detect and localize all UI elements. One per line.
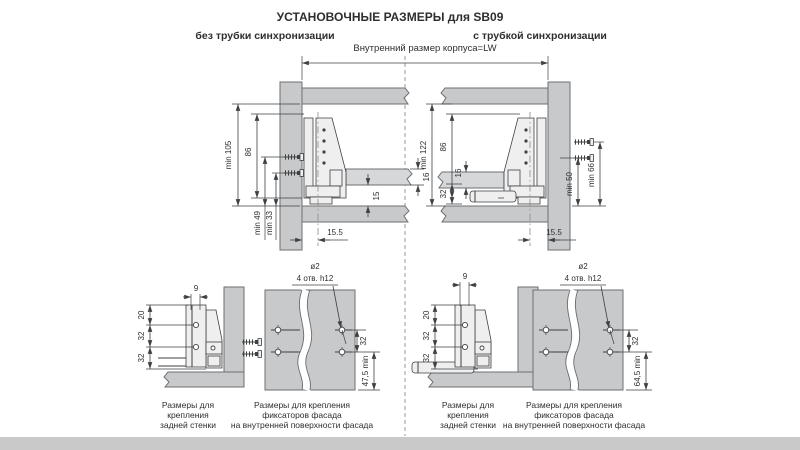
- drawer-slide-profile: [304, 118, 346, 204]
- lw-dimension: [302, 56, 548, 80]
- tr-front-offset-label: 15.5: [546, 228, 562, 237]
- rr-offset-top-label: 9: [462, 272, 468, 281]
- rear-right-caption: Размеры для крепления задней стенки: [439, 400, 497, 430]
- bottom-gray-bar: [0, 437, 800, 450]
- fl-hole-diameter-label: ø2: [310, 262, 320, 271]
- tr-bottom-thickness-label: 16: [454, 168, 463, 178]
- drawer-bottom-panel: [346, 169, 412, 185]
- mounting-hole: [462, 344, 467, 349]
- tl-front-offset-label: 15.5: [327, 228, 343, 237]
- tl-rail-height-label: 86: [244, 147, 253, 157]
- fixator-hole: [607, 349, 613, 355]
- tl-min-height-label: min 105: [224, 140, 233, 170]
- left-column-subtitle: без трубки синхронизации: [195, 30, 335, 42]
- rr-d-mid-label: 32: [422, 331, 431, 341]
- fr-bottom-distance-label: 64,5 min: [633, 355, 642, 387]
- facade-right-caption: Размеры для крепления фиксаторов фасада на внутренней поверхности фасада: [502, 400, 646, 430]
- cabinet-side-panel: [280, 82, 302, 250]
- tr-rail-height-label: 86: [439, 142, 448, 152]
- tr-min-height-label: min 122: [419, 140, 428, 170]
- tr-screw-lower-label: min 50: [565, 171, 574, 197]
- page-title: УСТАНОВОЧНЫЕ РАЗМЕРЫ для SB09: [276, 10, 504, 24]
- fixator-hole: [543, 349, 549, 355]
- mounting-hole: [193, 322, 198, 327]
- fixator-hole: [275, 349, 281, 355]
- top-right-drawing: [426, 82, 606, 250]
- fl-hole-note-label: 4 отв. h12: [296, 274, 334, 283]
- rl-d-top-label: 20: [137, 310, 146, 320]
- rl-d-bot-label: 32: [137, 353, 146, 363]
- mounting-screw: [574, 139, 594, 146]
- drawer-bottom-edge: [158, 358, 188, 366]
- cabinet-bottom-panel: [441, 206, 548, 222]
- rl-offset-top-label: 9: [193, 284, 199, 293]
- fl-hole-spacing-label: 32: [359, 336, 368, 346]
- facade-left-caption: Размеры для крепления фиксаторов фасада на внутренней поверхности фасада: [230, 400, 374, 430]
- mounting-screw: [242, 339, 262, 346]
- fr-hole-diameter-label: ø2: [578, 262, 588, 271]
- mounting-hole: [193, 344, 198, 349]
- fixator-hole: [275, 327, 281, 333]
- rl-d-mid-label: 32: [137, 331, 146, 341]
- rear-panel: [455, 305, 475, 367]
- rear-left-drawing: [146, 284, 262, 387]
- tl-bottom-thickness-label: 16: [422, 172, 431, 182]
- cabinet-bottom-panel: [428, 372, 538, 387]
- fixator-hole: [339, 349, 345, 355]
- fr-hole-note-label: 4 отв. h12: [564, 274, 602, 283]
- rr-d-top-label: 20: [422, 310, 431, 320]
- rear-left-caption: Размеры для крепления задней стенки: [159, 400, 217, 430]
- fixator-hole: [543, 327, 549, 333]
- cabinet-side-panel: [548, 82, 570, 250]
- tl-bottom-gap-label: 15: [372, 191, 381, 201]
- mounting-hole: [462, 322, 467, 327]
- mounting-screw: [242, 351, 262, 358]
- tl-screw-lower-label: min 33: [265, 210, 274, 236]
- cabinet-top-panel: [302, 88, 409, 104]
- drawer-bottom-panel: [438, 172, 504, 188]
- fr-hole-spacing-label: 32: [631, 336, 640, 346]
- rear-panel: [186, 305, 206, 367]
- rr-d-bot-label: 32: [422, 353, 431, 363]
- tl-screw-upper-label: min 49: [253, 210, 262, 236]
- tr-screw-upper-label: min 66: [587, 162, 596, 188]
- right-column-subtitle: с трубкой синхронизации: [473, 30, 607, 42]
- tr-tube-clearance-label: 32: [439, 189, 448, 199]
- cabinet-bottom-panel: [164, 372, 244, 387]
- cabinet-top-panel: [441, 88, 548, 104]
- sync-tube: [470, 191, 516, 202]
- fl-bottom-distance-label: 47,5 min: [361, 355, 370, 387]
- cabinet-width-label: Внутренний размер корпуса=LW: [353, 43, 497, 54]
